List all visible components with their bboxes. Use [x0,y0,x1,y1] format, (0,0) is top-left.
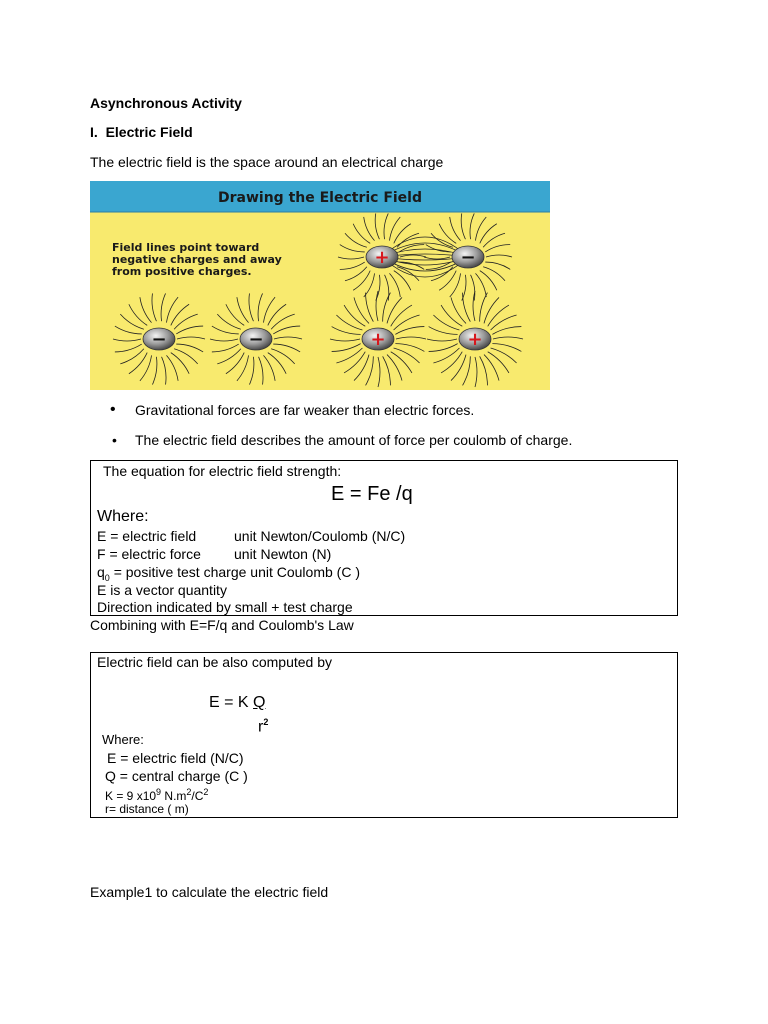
def-e: E = electric field [97,528,197,544]
box2-def-r: r= distance ( m) [105,802,189,816]
section-title: Electric Field [105,124,193,140]
bullet-icon: • [112,432,117,448]
q-subscript: 0 [104,572,110,583]
box1-title: The equation for electric field strength: [103,463,342,479]
k-unit-nm: N.m [161,789,187,803]
box1-equation: E = Fe /q [331,483,413,505]
combining-text: Combining with E=F/q and Coulomb's Law [90,617,354,633]
k-unit-c-exponent: 2 [203,787,209,797]
k-unit-m-exponent: 2 [186,787,192,797]
bullet-field-description: The electric field describes the amount of force per coulomb of charge. [135,432,573,448]
eq-numerator: Q [253,694,266,711]
plus-sign: + [370,329,386,350]
electric-field-figure [90,181,550,390]
section-number: I. [90,124,98,140]
document-heading: Asynchronous Activity [90,95,242,111]
box2-equation [209,693,265,713]
figure-title: Drawing the Electric Field [218,190,422,206]
intro-paragraph: The electric field is the space around an electrical charge [90,154,444,170]
box1-line-vector: E is a vector quantity [97,582,227,598]
box2-def-e: E = electric field (N/C) [107,750,244,766]
equation-box-coulomb [90,652,678,818]
figure-caption-line-2: negative charges and away [112,253,282,266]
plus-sign: + [374,247,390,268]
box2-title: Electric field can be also computed by [97,654,333,670]
unit-f: unit Newton (N) [234,546,332,562]
plus-sign: + [467,329,483,350]
q-symbol: q [97,564,105,580]
example-heading: Example1 to calculate the electric field [90,884,329,900]
equation-box-field-strength [90,460,678,616]
electric-field-illustration [90,181,550,390]
minus-sign: − [248,329,264,350]
k-unit-c: /C [191,789,204,803]
figure-caption-line-3: from positive charges. [112,265,252,278]
minus-sign: − [460,247,476,268]
box2-where: Where: [102,732,144,747]
box1-where: Where: [97,508,149,525]
unit-e: unit Newton/Coulomb (N/C) [234,528,406,544]
box1-line-e [97,527,406,545]
k-exponent: 9 [156,787,162,797]
q-definition: = positive test charge unit Coulomb (C ) [109,564,360,580]
eq-left: E = K [209,694,254,711]
section-heading [90,123,193,141]
box1-line-direction: Direction indicated by small + test charge [97,599,353,615]
k-value: K = 9 x10 [105,789,157,803]
figure-caption-line-1: Field lines point toward [112,241,260,254]
box2-def-q: Q = central charge (C ) [105,768,248,784]
eq-denominator-exponent: 2 [263,717,269,727]
eq-denominator: r [258,718,264,736]
minus-sign: − [151,329,167,350]
def-f: F = electric force [97,546,201,562]
box2-denominator [258,712,268,737]
bullet-icon: • [110,401,116,418]
box1-line-f [97,545,332,563]
bullet-gravitational: Gravitational forces are far weaker than electric forces. [135,402,475,418]
